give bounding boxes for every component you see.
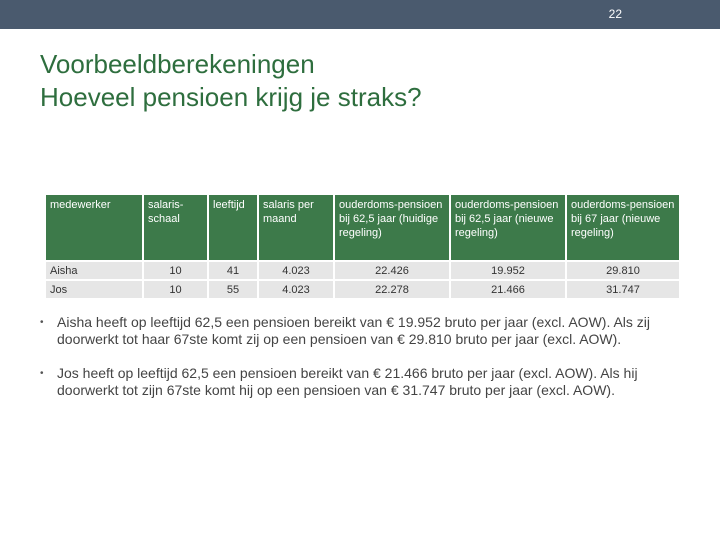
cell-leeftijd: 41 [209, 262, 257, 279]
pension-table [44, 193, 681, 300]
cell-pensioen-62-nieuw: 19.952 [451, 262, 565, 279]
table-header-row [46, 195, 679, 260]
page-number: 22 [608, 7, 622, 21]
cell-pensioen-62-nieuw: 21.466 [451, 281, 565, 298]
bullet-item [40, 314, 690, 348]
table-row [46, 262, 679, 279]
cell-salarisschaal: 10 [144, 281, 207, 298]
bullet-dot-icon: • [40, 317, 44, 328]
title-line-2: Hoeveel pensioen krijg je straks? [40, 82, 422, 112]
cell-salaris: 4.023 [259, 262, 333, 279]
cell-name: Aisha [46, 262, 142, 279]
cell-pensioen-62-huidig: 22.278 [335, 281, 449, 298]
cell-name: Jos [46, 281, 142, 298]
cell-leeftijd: 55 [209, 281, 257, 298]
bullet-list [40, 314, 690, 416]
header-pensioen-62-nieuw: ouderdoms-pensioen bij 62,5 jaar (nieuwe regeling) [451, 195, 565, 260]
slide-title [40, 48, 680, 114]
bullet-text: Jos heeft op leeftijd 62,5 een pensioen bereikt van € 21.466 bruto per jaar (excl. AOW). Als hij doorwerkt tot zijn 67ste komt hij op een pensioen van € 31.747 bruto per jaar (excl. AOW). [57, 365, 638, 398]
table-row [46, 281, 679, 298]
cell-pensioen-62-huidig: 22.426 [335, 262, 449, 279]
bullet-text: Aisha heeft op leeftijd 62,5 een pensioen bereikt van € 19.952 bruto per jaar (excl. AOW). Als zij doorwerkt tot haar 67ste komt zij op een pensioen van € 29.810 bruto per jaar (excl. AOW). [57, 314, 651, 347]
title-line-1: Voorbeeldberekeningen [40, 49, 315, 79]
bullet-item [40, 365, 690, 399]
header-medewerker: medewerker [46, 195, 142, 260]
cell-salarisschaal: 10 [144, 262, 207, 279]
header-pensioen-62-huidig: ouderdoms-pensioen bij 62,5 jaar (huidige regeling) [335, 195, 449, 260]
header-leeftijd: leeftijd [209, 195, 257, 260]
header-pensioen-67-nieuw: ouderdoms-pensioen bij 67 jaar (nieuwe regeling) [567, 195, 679, 260]
top-bar [0, 0, 720, 29]
cell-salaris: 4.023 [259, 281, 333, 298]
cell-pensioen-67-nieuw: 29.810 [567, 262, 679, 279]
header-salaris-per-maand: salaris per maand [259, 195, 333, 260]
header-salarisschaal: salaris-schaal [144, 195, 207, 260]
bullet-dot-icon: • [40, 368, 44, 379]
cell-pensioen-67-nieuw: 31.747 [567, 281, 679, 298]
